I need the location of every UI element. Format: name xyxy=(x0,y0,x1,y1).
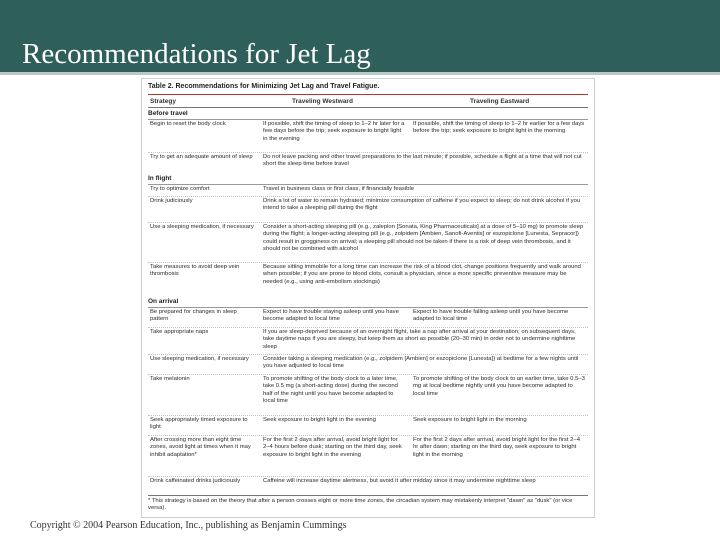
recommendation-cell: Caffeine will increase daytime alertness, but avoid it after midday since it may undermine nighttime sleep xyxy=(263,478,536,484)
eastward-cell: For the first 2 days after arrival, avoid bright light for the first 2–4 hr after dawn; starting on the third day, seek exposure to bright light in the morning xyxy=(413,437,580,458)
table-row xyxy=(148,309,588,325)
strategy-cell: Begin to reset the body clock xyxy=(150,121,226,127)
table-footnote: * This strategy is based on the theory that after a person crosses eight or more time zones, the circadian system may mistakenly interpret "dawn" as "dusk" (or vice versa). xyxy=(148,498,573,512)
strategy-cell: Drink caffeinated drinks judiciously xyxy=(150,478,241,484)
table-row xyxy=(148,186,588,195)
westward-cell: Seek exposure to bright light in the evening xyxy=(263,417,376,423)
section-rule xyxy=(148,307,588,308)
recommendation-cell: Travel in business class or first class, if financially feasible xyxy=(263,186,415,192)
eastward-cell: To promote shifting of the body clock to an earlier time, take 0.5–3 mg at local bedtime nightly until you have become adapted to local time xyxy=(413,376,585,397)
recommendations-table xyxy=(141,78,595,518)
strategy-cell: After crossing more than eight time zones, avoid light at times when it may inhibit adaptation* xyxy=(150,437,251,458)
column-header-westward: Traveling Westward xyxy=(292,98,353,105)
strategy-cell: Be prepared for changes in sleep pattern xyxy=(150,309,237,323)
section-rule xyxy=(148,184,588,185)
title-divider xyxy=(0,72,720,75)
strategy-cell: Use a sleeping medication, if necessary xyxy=(150,224,254,230)
slide-title: Recommendations for Jet Lag xyxy=(22,38,371,70)
row-separator xyxy=(148,262,588,263)
table-row xyxy=(148,376,588,413)
row-separator xyxy=(148,476,588,477)
eastward-cell: Expect to have trouble falling asleep until you have become adapted to local time xyxy=(413,309,569,323)
table-row xyxy=(148,154,588,170)
row-separator xyxy=(148,354,588,355)
table-row xyxy=(148,121,588,151)
row-separator xyxy=(148,196,588,197)
column-header-eastward: Traveling Eastward xyxy=(470,98,530,105)
table-row xyxy=(148,224,588,261)
strategy-cell: Take appropriate naps xyxy=(150,329,209,335)
table-title-rule xyxy=(148,94,588,95)
eastward-cell: If possible, shift the timing of sleep to 1–2 hr earlier for a few days before the trip; seek exposure to bright light in the morning xyxy=(413,121,585,135)
row-separator xyxy=(148,152,588,153)
recommendation-cell: Consider a short-acting sleeping pill (e.g., zaleplon [Sonata, King Pharmaceuticals] at a dose of 5–10 mg) to promote sleep during the flight; a longer-acting sleeping pill (e.g., zolpidem [Ambien, Sanofi-Aventis] or eszopiclone [Lunesta, Sepracor]) could result in grogginess on arrival; a sleeping pill should not be taken if there is a risk of deep vein thrombosis, and it should not be combined with alcohol xyxy=(263,224,584,252)
title-bar xyxy=(0,0,720,72)
recommendation-cell: Drink a lot of water to remain hydrated; minimize consumption of caffeine if you expect to sleep; do not drink alcohol if you intend to take a sleeping pill during the flight xyxy=(263,198,581,212)
recommendation-cell: Because sitting immobile for a long time can increase the risk of a blood clot, change positions frequently and walk around when possible; if you are prone to blood clots, consult a physician, since a more specific preventive measure may be needed (e.g., using anti-embolism stockings) xyxy=(263,264,581,285)
table-title: Table 2. Recommendations for Minimizing Jet Lag and Travel Fatigue. xyxy=(148,83,380,90)
table-row xyxy=(148,356,588,372)
strategy-cell: Seek appropriately timed exposure to light xyxy=(150,417,248,431)
table-bottom-rule xyxy=(148,495,588,496)
table-row xyxy=(148,198,588,221)
strategy-cell: Try to get an adequate amount of sleep xyxy=(150,154,253,160)
table-row xyxy=(148,264,588,294)
table-row xyxy=(148,478,588,494)
westward-cell: If possible, shift the timing of sleep to 1–2 hr later for a few days before the trip; seek exposure to bright light in the evening xyxy=(263,121,405,142)
table-row xyxy=(148,329,588,352)
header-rule xyxy=(148,107,588,108)
strategy-cell: Try to optimize comfort xyxy=(150,186,210,192)
section-heading-in-flight: In flight xyxy=(148,175,172,182)
westward-cell: Expect to have trouble staying asleep until you have become adapted to local time xyxy=(263,309,399,323)
table-row xyxy=(148,417,588,433)
row-separator xyxy=(148,222,588,223)
copyright-footer: Copyright © 2004 Pearson Education, Inc., publishing as Benjamin Cummings xyxy=(30,520,347,531)
column-header-strategy: Strategy xyxy=(150,98,177,105)
westward-cell: For the first 2 days after arrival, avoid bright light for 2–4 hours before dusk; starting on the third day, seek exposure to bright light in the evening xyxy=(263,437,402,458)
section-heading-before-travel: Before travel xyxy=(148,110,188,117)
section-heading-on-arrival: On arrival xyxy=(148,298,179,305)
recommendation-cell: If you are sleep-deprived because of an overnight flight, take a nap after arrival at your destination; on subsequent days, take daytime naps if you are sleepy, but keep them as short as possible (20–30 min) in order not to undermine nighttime sleep xyxy=(263,329,576,350)
recommendation-cell: Consider taking a sleeping medication (e.g., zolpidem [Ambien] or eszopiclone [Lunesta]) at bedtime for a few nights until you have adjusted to local time xyxy=(263,356,579,370)
row-separator xyxy=(148,435,588,436)
row-separator xyxy=(148,327,588,328)
westward-cell: To promote shifting of the body clock to a later time, take 0.5 mg (a short-acting dose) during the second half of the night until you have become adapted to local time xyxy=(263,376,398,404)
strategy-cell: Use sleeping medication, if necessary xyxy=(150,356,249,362)
row-separator xyxy=(148,374,588,375)
strategy-cell: Take melatonin xyxy=(150,376,190,382)
strategy-cell: Take measures to avoid deep vein thrombosis xyxy=(150,264,240,278)
recommendation-cell: Do not leave packing and other travel preparations to the last minute; if possible, schedule a flight at a time that will not cut short the sleep time before travel xyxy=(263,154,582,168)
section-rule xyxy=(148,119,588,120)
table-row xyxy=(148,437,588,474)
eastward-cell: Seek exposure to bright light in the morning xyxy=(413,417,527,423)
strategy-cell: Drink judiciously xyxy=(150,198,193,204)
row-separator xyxy=(148,415,588,416)
